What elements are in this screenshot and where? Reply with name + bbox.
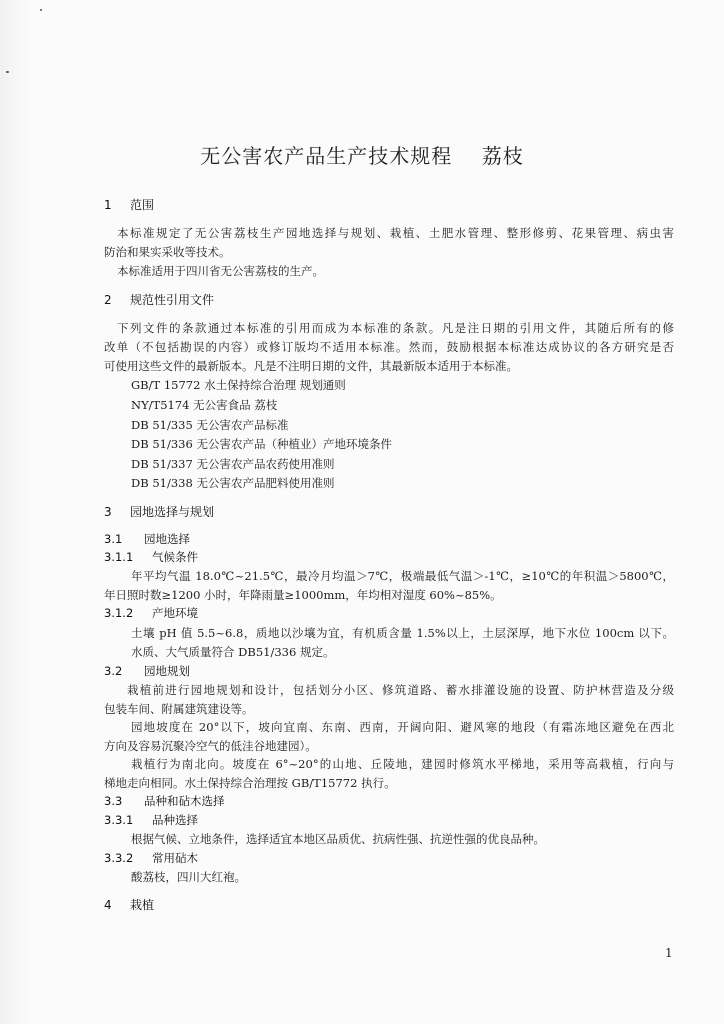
- reference-item: DB 51/335 无公害农产品标准: [131, 418, 289, 432]
- section-2-heading: [104, 291, 214, 309]
- section-number: 4: [104, 898, 112, 912]
- reference-item: NY/T5174 无公害食品 荔枝: [131, 398, 278, 412]
- section-title: 栽植: [130, 898, 155, 912]
- section-title: 范围: [130, 198, 155, 212]
- reference-item: DB 51/337 无公害农产品农药使用准则: [131, 457, 335, 471]
- paragraph-line: 可使用这些文件的最新版本。凡是不注明日期的文件，其最新版本适用于本标准。: [104, 359, 518, 373]
- paragraph-line: 酸荔枝，四川大红袍。: [131, 870, 246, 884]
- paragraph-line: 本标准规定了无公害荔枝生产园地选择与规划、栽植、土肥水管理、整形修剪、花果管理、病虫害: [117, 226, 674, 240]
- reference-item: DB 51/336 无公害农产品（种植业）产地环境条件: [131, 437, 392, 451]
- subsection-3-1-heading: [104, 530, 190, 548]
- document-title: 无公害农产品生产技术规程 荔枝: [200, 144, 524, 168]
- paragraph-line: 根据气候、立地条件，选择适宜本地区品质优、抗病性强、抗逆性强的优良品种。: [131, 832, 545, 846]
- section-title: 常用砧木: [152, 851, 198, 865]
- section-number: 3.1.1: [104, 550, 134, 564]
- section-3-heading: [104, 503, 214, 521]
- section-title: 气候条件: [152, 550, 198, 564]
- section-title: 园地选择与规划: [130, 505, 215, 519]
- section-title: 规范性引用文件: [130, 293, 215, 307]
- paragraph-line: 梯地走向相同。水土保持综合治理按 GB/T15772 执行。: [104, 776, 396, 790]
- paragraph-line: 年平均气温 18.0℃~21.5℃，最冷月均温＞7℃，极端最低气温＞-1℃，≥10℃的年积温＞5800℃，: [131, 569, 674, 583]
- section-title: 品种和砧木选择: [144, 794, 225, 808]
- paragraph-line: 下列文件的条款通过本标准的引用而成为本标准的条款。凡是注日期的引用文件，其随后所有的修: [117, 321, 674, 335]
- paragraph-line: 方向及容易沉聚冷空气的低洼谷地建园）。: [104, 739, 317, 753]
- subsection-3-3-2-heading: [104, 849, 198, 867]
- section-number: 3.3.1: [104, 813, 134, 827]
- scan-speck: [6, 71, 9, 73]
- subsection-3-3-1-heading: [104, 811, 198, 829]
- paragraph-line: 土壤 pH 值 5.5~6.8，质地以沙壤为宜，有机质含量 1.5%以上，土层深厚，地下水位 100cm 以下。: [131, 626, 674, 640]
- paragraph-line: 防治和果实采收等技术。: [104, 245, 231, 259]
- section-title: 园地选择: [144, 532, 190, 546]
- section-title: 园地规划: [144, 664, 190, 678]
- section-number: 3.1.2: [104, 606, 134, 620]
- subsection-3-3-heading: [104, 792, 225, 810]
- paragraph-line: 改单（不包括勘误的内容）或修订版均不适用本标准。然而，鼓励根据本标准达成协议的各方研究是否: [104, 340, 674, 354]
- section-1-heading: [104, 196, 154, 214]
- section-number: 3.3.2: [104, 851, 134, 865]
- section-4-heading: [104, 896, 154, 914]
- subsection-3-1-2-heading: [104, 604, 198, 622]
- paragraph-line: 包装车间、附属建筑建设等。: [104, 702, 254, 716]
- paragraph-line: 年日照时数≥1200 小时，年降雨量≥1000mm，年均相对湿度 60%~85%。: [104, 588, 502, 602]
- paragraph-line: 栽植前进行园地规划和设计，包括划分小区、修筑道路、蓄水排灌设施的设置、防护林营造及分级: [127, 683, 674, 697]
- section-number: 1: [104, 198, 112, 212]
- section-title: 产地环境: [152, 606, 198, 620]
- paragraph-line: 园地坡度在 20°以下，坡向宜南、东南、西南，开阔向阳、避风寒的地段（有霜冻地区避免在西北: [131, 720, 674, 734]
- reference-item: GB/T 15772 水土保持综合治理 规划通则: [131, 378, 346, 392]
- paragraph-line: 水质、大气质量符合 DB51/336 规定。: [131, 645, 335, 659]
- section-number: 3.3: [104, 794, 123, 808]
- section-number: 3.1: [104, 532, 123, 546]
- section-title: 品种选择: [152, 813, 198, 827]
- section-number: 3.2: [104, 664, 123, 678]
- subsection-3-2-heading: [104, 662, 190, 680]
- paragraph-line: 栽植行为南北向。坡度在 6°~20°的山地、丘陵地，建园时修筑水平梯地，采用等高栽植，行向与: [131, 757, 674, 771]
- paragraph-line: 本标准适用于四川省无公害荔枝的生产。: [117, 264, 324, 278]
- section-number: 3: [104, 505, 112, 519]
- reference-item: DB 51/338 无公害农产品肥料使用准则: [131, 476, 335, 490]
- scan-speck: [40, 9, 42, 11]
- section-number: 2: [104, 293, 112, 307]
- page-number: 1: [665, 946, 673, 960]
- subsection-3-1-1-heading: [104, 548, 198, 566]
